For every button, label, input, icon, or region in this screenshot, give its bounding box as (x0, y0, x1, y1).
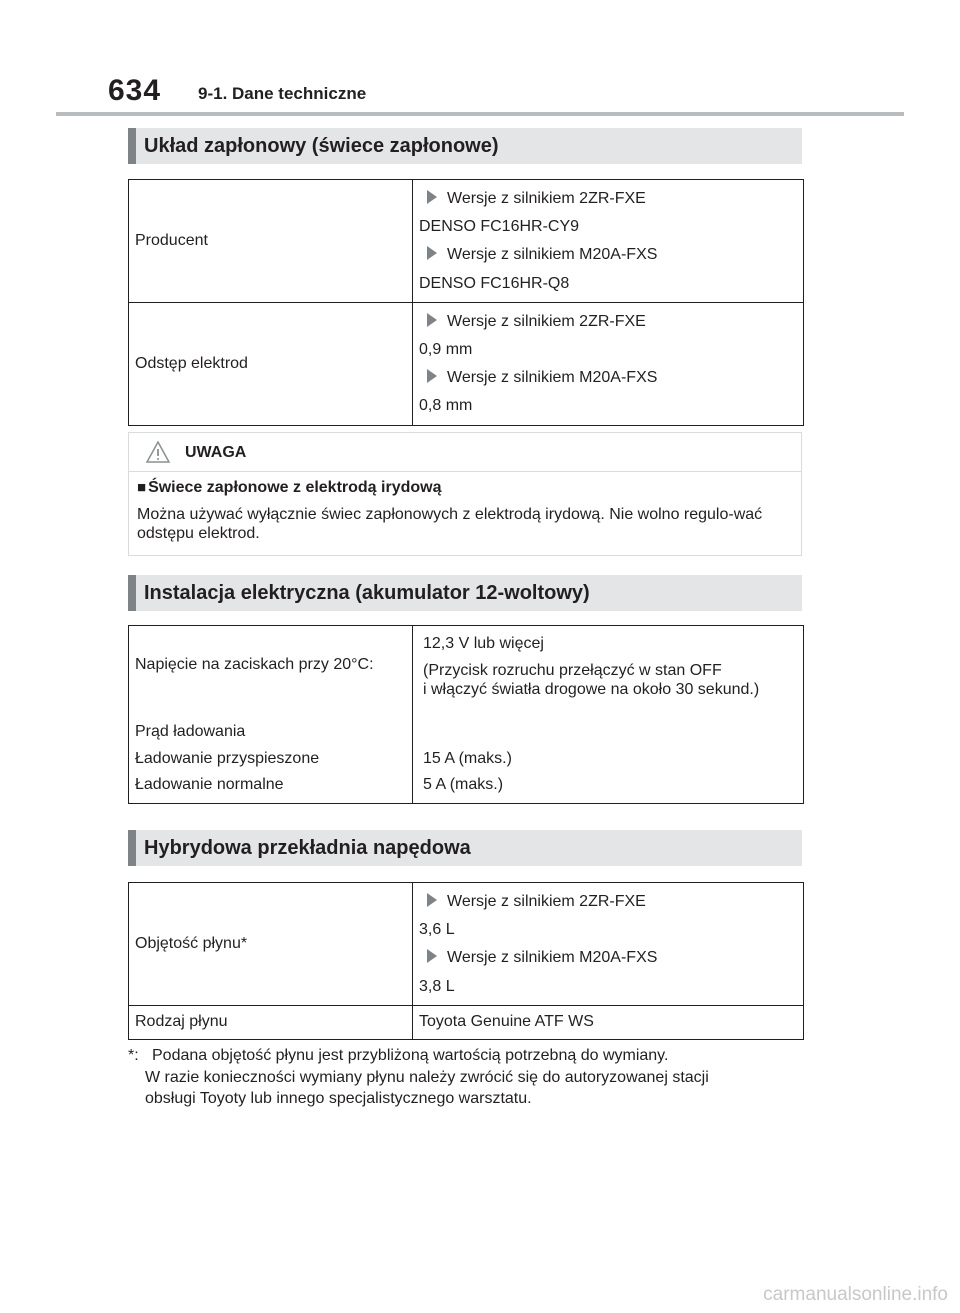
table-row (129, 302, 804, 425)
footnote-mark: *: (128, 1047, 139, 1064)
list-item: DENSO FC16HR-CY9 (419, 218, 580, 236)
voltage-value: 12,3 V lub więcej (423, 635, 544, 652)
list-item: Wersje z silnikiem 2ZR-FXE (419, 312, 797, 331)
fast-charge-label: Ładowanie przyspieszone (135, 750, 320, 767)
list-item: 0,9 mm (419, 340, 473, 358)
voltage-label: Napięcie na zaciskach przy 20°C: (135, 656, 374, 673)
arrow-right-icon (427, 246, 437, 260)
list-item: DENSO FC16HR-Q8 (419, 274, 570, 292)
list-item: 0,8 mm (419, 397, 473, 415)
row-value-electrode-gap (413, 302, 804, 425)
watermark: carmanualsonline.info (763, 1284, 948, 1305)
voltage-note-1: (Przycisk rozruchu przełączyć w stan OFF (423, 662, 722, 679)
page-header (0, 0, 960, 120)
footnote-line-1: Podana objętość płynu jest przybliżoną wartością potrzebną do wymiany. (152, 1047, 669, 1064)
list-item: 3,8 L (419, 977, 455, 995)
transmission-table (128, 882, 804, 1040)
arrow-right-icon (427, 369, 437, 383)
warning-subtitle: ■ Świece zapłonowe z elektrodą irydową (137, 479, 442, 496)
electrical-values (413, 626, 804, 804)
footnote (128, 1045, 808, 1110)
normal-charge-label: Ładowanie normalne (135, 776, 284, 793)
list-item: Wersje z silnikiem M20A-FXS (419, 368, 797, 387)
arrow-right-icon (427, 949, 437, 963)
warning-box (128, 432, 802, 556)
section-title-electrical: Instalacja elektryczna (akumulator 12-woltowy) (128, 575, 802, 611)
arrow-right-icon (427, 893, 437, 907)
row-value-fluid-type: Toyota Genuine ATF WS (413, 1005, 804, 1039)
footnote-line-2: W razie konieczności wymiany płynu należy zwrócić się do autoryzowanej stacji (145, 1068, 709, 1086)
fast-charge-value: 15 A (maks.) (423, 750, 512, 767)
row-label-fluid-type: Rodzaj płynu (129, 1005, 413, 1039)
chapter-title: 9-1. Dane techniczne (198, 84, 367, 103)
warning-triangle-icon (145, 440, 171, 464)
table-row (129, 883, 804, 1006)
list-item: Wersje z silnikiem M20A-FXS (419, 245, 797, 264)
warning-header (129, 433, 801, 472)
list-item: 3,6 L (419, 921, 455, 939)
ignition-table (128, 179, 804, 426)
table-row (129, 180, 804, 303)
list-item: Wersje z silnikiem 2ZR-FXE (419, 189, 797, 208)
charging-label: Prąd ładowania (135, 723, 246, 740)
warning-label: UWAGA (185, 444, 247, 461)
row-label-producer: Producent (129, 180, 413, 303)
section-title-ignition: Układ zapłonowy (świece zapłonowe) (128, 128, 802, 164)
table-row (129, 1005, 804, 1039)
list-item: Wersje z silnikiem 2ZR-FXE (419, 892, 797, 911)
square-bullet-icon: ■ (137, 479, 147, 496)
voltage-note-2: i włączyć światła drogowe na około 30 sekund.) (423, 681, 760, 698)
footnote-line-3: obsługi Toyoty lub innego specjalistycznego warsztatu. (145, 1090, 532, 1108)
electrical-labels (129, 626, 413, 804)
section-title-transmission: Hybrydowa przekładnia napędowa (128, 830, 802, 866)
page-number: 634 (108, 74, 162, 107)
row-value-fluid-capacity (413, 883, 804, 1006)
arrow-right-icon (427, 313, 437, 327)
warning-body: Można używać wyłącznie świec zapłonowych z elektrodą irydową. Nie wolno regulo-wać odstępu elektrod. (137, 506, 763, 543)
row-label-electrode-gap: Odstęp elektrod (129, 302, 413, 425)
arrow-right-icon (427, 190, 437, 204)
row-label-fluid-capacity: Objętość płynu* (129, 883, 413, 1006)
table-row (129, 626, 804, 804)
electrical-table (128, 625, 804, 804)
row-value-producer (413, 180, 804, 303)
header-divider (56, 112, 904, 116)
normal-charge-value: 5 A (maks.) (423, 776, 504, 793)
list-item: Wersje z silnikiem M20A-FXS (419, 948, 797, 967)
